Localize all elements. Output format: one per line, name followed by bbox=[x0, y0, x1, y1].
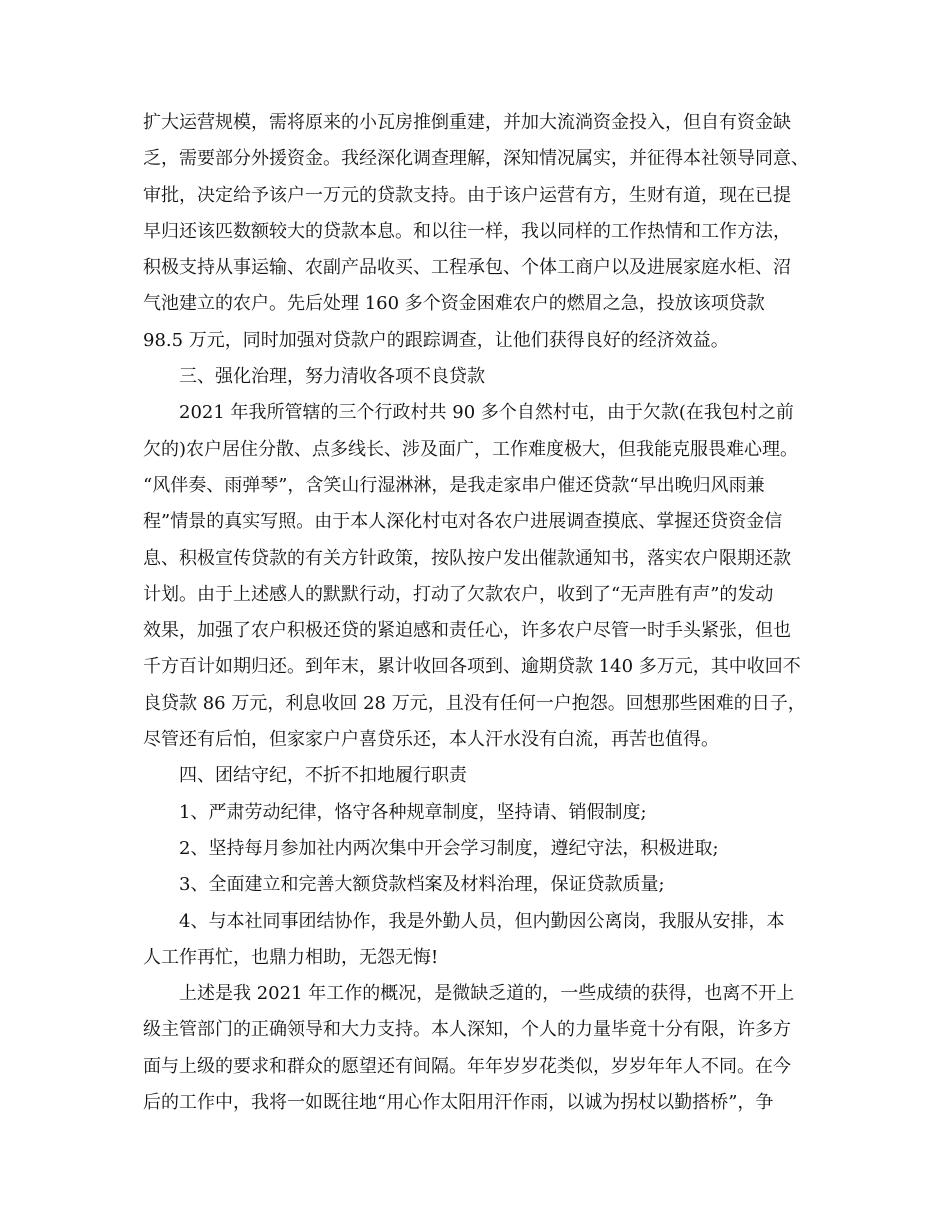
list-item-text: 4、与本社同事团结协作，我是外勤人员，但内勤因公离岗，我服从安排，本 bbox=[179, 910, 785, 932]
paragraph-summary bbox=[143, 976, 823, 1121]
list-item-1 bbox=[143, 795, 823, 831]
paragraph-bad-loan-recovery bbox=[143, 395, 823, 758]
list-item-text: 2、坚持每月参加社内两次集中开会学习制度，遵纪守法，积极进取; bbox=[179, 837, 719, 859]
document-body bbox=[143, 105, 823, 1121]
text-line: 级主管部门的正确领导和大力支持。本人深知，个人的力量毕竟十分有限，许多方 bbox=[143, 1019, 791, 1041]
text-line: “风伴奏、雨弹琴”，含笑山行湿淋淋，是我走家串户催还贷款“早出晚归风雨兼 bbox=[143, 474, 765, 496]
text-line: 早归还该匹数额较大的贷款本息。和以往一样，我以同样的工作热情和工作方法， bbox=[143, 220, 791, 242]
text-line: 2021 年我所管辖的三个行政村共 90 多个自然村屯，由于欠款(在我包村之前 bbox=[179, 402, 794, 424]
list-item-4 bbox=[143, 904, 823, 977]
text-line: 上述是我 2021 年工作的概况，是微缺乏道的，一些成绩的获得，也离不开上 bbox=[179, 983, 795, 1005]
text-line: 息、积极宣传贷款的有关方针政策，按队按户发出催款通知书，落实农户限期还款 bbox=[143, 547, 791, 569]
heading-text: 四、团结守纪，不折不扣地履行职责 bbox=[179, 765, 467, 787]
text-line: 后的工作中，我将一如既往地“用心作太阳用汗作雨，以诚为拐杖以勤搭桥”，争 bbox=[143, 1092, 774, 1114]
text-line: 审批，决定给予该户一万元的贷款支持。由于该户运营有方，生财有道，现在已提 bbox=[143, 184, 791, 206]
text-line: 千方百计如期归还。到年末，累计收回各项到、逾期贷款 140 多万元，其中收回不 bbox=[143, 656, 801, 678]
text-line: 积极支持从事运输、农副产品收买、工程承包、个体工商户以及进展家庭水柜、沼 bbox=[143, 257, 791, 279]
section-heading-4 bbox=[143, 758, 823, 794]
section-heading-3 bbox=[143, 359, 823, 395]
text-line: 欠的)农户居住分散、点多线长、涉及面广，工作难度极大，但我能克服畏难心理。 bbox=[143, 438, 799, 460]
paragraph-loan-support bbox=[143, 105, 823, 359]
text-line: 效果，加强了农户积极还贷的紧迫感和责任心，许多农户尽管一时手头紧张，但也 bbox=[143, 620, 791, 642]
text-line: 良贷款 86 万元，利息收回 28 万元，且没有任何一户抱怨。回想那些困难的日子， bbox=[143, 692, 806, 714]
text-line: 乏，需要部分外援资金。我经深化调查理解，深知情况属实，并征得本社领导同意、 bbox=[143, 148, 809, 170]
list-item-text: 人工作再忙，也鼎力相助，无怨无悔! bbox=[143, 946, 439, 968]
heading-text: 三、强化治理，努力清收各项不良贷款 bbox=[179, 366, 485, 388]
text-line: 气池建立的农户。先后处理 160 多个资金困难农户的燃眉之急，投放该项贷款 bbox=[143, 293, 765, 315]
text-line: 尽管还有后怕，但家家户户喜贷乐还，本人汗水没有白流，再苦也值得。 bbox=[143, 729, 719, 751]
text-line: 98.5 万元，同时加强对贷款户的跟踪调查，让他们获得良好的经济效益。 bbox=[143, 329, 729, 351]
text-line: 程”情景的真实写照。由于本人深化村屯对各农户进展调查摸底、掌握还贷资金信 bbox=[143, 511, 783, 533]
list-item-2 bbox=[143, 831, 823, 867]
text-line: 计划。由于上述感人的默默行动，打动了欠款农户，收到了“无声胜有声”的发动 bbox=[143, 583, 774, 605]
text-line: 面与上级的要求和群众的愿望还有间隔。年年岁岁花类似，岁岁年年人不同。在今 bbox=[143, 1055, 791, 1077]
list-item-text: 1、严肃劳动纪律，恪守各种规章制度，坚持请、销假制度; bbox=[179, 801, 647, 823]
list-item-text: 3、全面建立和完善大额贷款档案及材料治理，保证贷款质量; bbox=[179, 874, 665, 896]
list-item-3 bbox=[143, 867, 823, 903]
text-line: 扩大运营规模，需将原来的小瓦房推倒重建，并加大流淌资金投入，但自有资金缺 bbox=[143, 112, 791, 133]
